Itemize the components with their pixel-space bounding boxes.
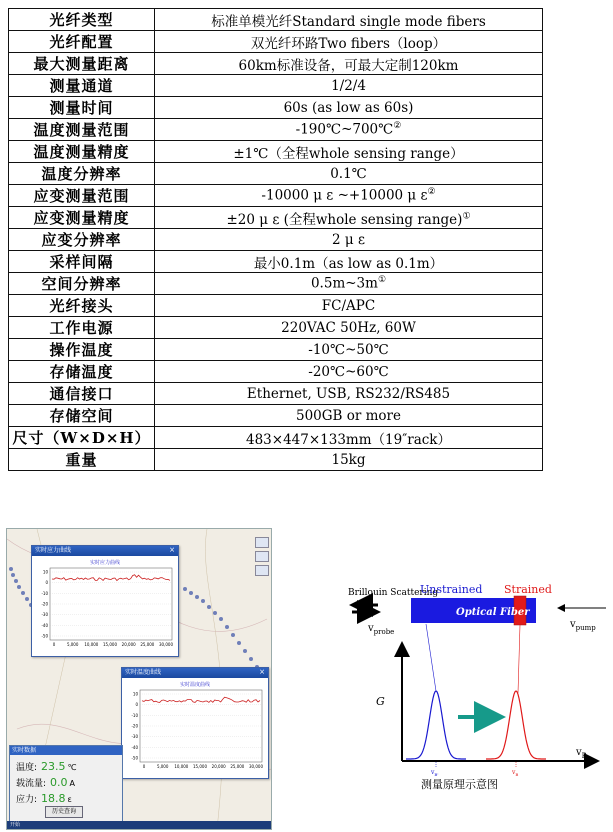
monitoring-software-screenshot	[6, 528, 272, 830]
spec-row	[9, 185, 543, 207]
x-tick-label: 10,000	[84, 642, 99, 647]
spec-key: 通信接口	[9, 383, 155, 405]
strain-value: 18.8	[41, 792, 66, 805]
map-tool-button[interactable]	[255, 565, 269, 576]
spec-value-text: 2 μ ε	[332, 231, 365, 248]
strained-gain-curve	[486, 691, 546, 759]
unstrained-gain-curve	[406, 691, 466, 759]
footnote-mark: ②	[393, 121, 402, 132]
spec-key: 工作电源	[9, 317, 155, 339]
spec-value-text: FC/APC	[321, 297, 376, 314]
spec-row	[9, 339, 543, 361]
x-tick-label: 10,000	[174, 764, 189, 769]
spec-value	[155, 317, 543, 339]
vprobe-label: $v_{probe}$	[368, 623, 395, 636]
spec-value-text: 500GB or more	[295, 407, 401, 424]
spec-key: 光纤类型	[9, 9, 155, 31]
spec-value	[155, 31, 543, 53]
spec-key: 存储温度	[9, 361, 155, 383]
y-tick-label: -30	[131, 734, 138, 740]
plot-title: 实时温度曲线	[179, 682, 211, 688]
y-tick-label: -20	[41, 601, 48, 607]
spec-key: 光纤接头	[9, 295, 155, 317]
spec-value	[155, 163, 543, 185]
y-tick-label: -40	[41, 622, 48, 628]
strain-row	[16, 792, 72, 805]
spec-value-text: 标准单模光纤Standard single mode fibers	[211, 13, 486, 30]
spec-key: 应变测量范围	[9, 185, 155, 207]
brillouin-scattering-label: Brillouin Scattering	[348, 588, 439, 598]
y-tick-label: -50	[131, 755, 138, 761]
spec-row	[9, 75, 543, 97]
map-tool-button[interactable]	[255, 551, 269, 562]
stress-curve-window[interactable]	[31, 545, 179, 657]
close-icon[interactable]: ×	[259, 668, 265, 676]
spec-value	[155, 75, 543, 97]
vb-axis-label: $v_B$	[576, 747, 587, 760]
temperature-label: 温度:	[16, 763, 38, 773]
unstrained-label: Unstrained	[420, 583, 483, 596]
spec-key: 空间分辨率	[9, 273, 155, 295]
window-title: 实时温度曲线	[122, 668, 268, 678]
x-tick-label: 30,000	[249, 764, 263, 769]
spec-value-text: 60s (as low as 60s)	[283, 99, 414, 116]
spec-key: 应变分辨率	[9, 229, 155, 251]
diagram-caption: 测量原理示意图	[421, 778, 498, 791]
spec-row	[9, 427, 543, 449]
strain-unit: ε	[67, 795, 72, 804]
spec-value	[155, 97, 543, 119]
spec-value-text: -10℃~50℃	[308, 341, 389, 358]
spec-value	[155, 229, 543, 251]
spec-value	[155, 9, 543, 31]
spec-row	[9, 361, 543, 383]
spec-row	[9, 31, 543, 53]
spec-row	[9, 273, 543, 295]
spec-value-text: 483×447×133mm（19″rack）	[246, 431, 451, 448]
spec-value	[155, 427, 543, 449]
y-tick-label: 0	[45, 580, 48, 586]
spec-value	[155, 251, 543, 273]
spec-row	[9, 97, 543, 119]
stress-chart	[32, 556, 178, 656]
spec-value	[155, 295, 543, 317]
spec-value-text: 220VAC 50Hz, 60W	[281, 319, 416, 336]
spec-key: 测量时间	[9, 97, 155, 119]
y-tick-label: -40	[131, 744, 138, 750]
strain-label: 应力:	[16, 795, 38, 805]
spec-row	[9, 449, 543, 471]
spec-row	[9, 251, 543, 273]
g-axis-label: G	[376, 695, 385, 708]
unstrained-pointer	[426, 624, 436, 691]
spec-key: 操作温度	[9, 339, 155, 361]
spec-key: 采样间隔	[9, 251, 155, 273]
spec-row	[9, 383, 543, 405]
spec-value-text: -20℃~60℃	[308, 363, 389, 380]
current-value: 0.0	[50, 776, 68, 789]
spec-value	[155, 185, 543, 207]
spec-row	[9, 141, 543, 163]
map-toolbar	[255, 537, 269, 579]
spec-value-text: -10000 μ ε ~+10000 μ ε	[261, 187, 428, 204]
current-row	[16, 776, 75, 789]
spec-table	[8, 8, 543, 471]
y-tick-label: -50	[41, 633, 48, 639]
spec-value	[155, 119, 543, 141]
y-tick-label: -10	[131, 712, 138, 718]
x-tick-label: 5,000	[66, 642, 79, 647]
temperature-chart	[122, 678, 268, 778]
plot-title: 实时应力曲线	[89, 560, 121, 566]
spec-value-text: 双光纤环路Two fibers（loop）	[250, 35, 447, 52]
spec-value	[155, 141, 543, 163]
spec-key: 重量	[9, 449, 155, 471]
x-tick-label: 0	[142, 764, 146, 769]
spec-row	[9, 295, 543, 317]
spec-value-text: 最小0.1m（as low as 0.1m）	[253, 255, 444, 272]
temperature-row	[16, 760, 77, 773]
vbprime-label: $v_{B'}$	[431, 769, 439, 777]
strained-label: Strained	[504, 583, 552, 596]
spec-row	[9, 119, 543, 141]
map-tool-button[interactable]	[255, 537, 269, 548]
y-tick-label: 0	[135, 702, 138, 708]
start-button[interactable]: 开始	[10, 822, 21, 828]
spec-value	[155, 53, 543, 75]
spec-row	[9, 405, 543, 427]
window-title: 实时应力曲线	[32, 546, 178, 556]
spec-value-text: ±1℃（全程whole sensing range）	[233, 145, 464, 162]
brillouin-principle-diagram	[326, 552, 613, 812]
spec-key: 测量通道	[9, 75, 155, 97]
x-tick-label: 30,000	[159, 642, 173, 647]
spec-value-text: 0.5m~3m	[310, 275, 378, 292]
spec-value-text: 0.1℃	[330, 165, 367, 182]
x-tick-label: 15,000	[103, 642, 117, 647]
spec-row	[9, 9, 543, 31]
spec-row	[9, 207, 543, 229]
y-tick-label: 10	[42, 569, 48, 575]
x-tick-label: 5,000	[156, 764, 169, 769]
strained-pointer	[518, 625, 520, 693]
spec-value-text: -190℃~700℃	[295, 121, 394, 138]
spec-value	[155, 361, 543, 383]
spec-key: 最大测量距离	[9, 53, 155, 75]
taskbar	[7, 821, 271, 829]
x-tick-label: 15,000	[193, 764, 207, 769]
spec-key: 温度分辨率	[9, 163, 155, 185]
spec-value-text: Ethernet, USB, RS232/RS485	[246, 385, 451, 402]
optical-fiber-label: Optical Fiber	[456, 607, 530, 618]
realtime-data-panel	[9, 745, 123, 823]
spec-value	[155, 383, 543, 405]
current-unit: A	[69, 779, 76, 788]
spec-key: 尺寸（W×D×H）	[9, 427, 155, 449]
spec-value-text: 60km标准设备，可最大定制120km	[238, 57, 459, 74]
spec-value	[155, 339, 543, 361]
spec-value-text: ±20 μ ε (全程whole sensing range)	[226, 211, 463, 228]
history-query-button[interactable]: 历史查询	[45, 806, 83, 818]
y-tick-label: -30	[41, 612, 48, 618]
footnote-mark: ①	[462, 211, 471, 221]
current-label: 载流量:	[16, 779, 47, 789]
spec-key: 应变测量精度	[9, 207, 155, 229]
x-tick-label: 20,000	[211, 764, 226, 769]
spec-row	[9, 163, 543, 185]
vb-tick-label: $v_B$	[512, 769, 519, 777]
spec-key: 存储空间	[9, 405, 155, 427]
vpump-label: $v_{pump}$	[570, 619, 596, 632]
y-tick-label: -10	[41, 590, 48, 596]
temperature-value: 23.5	[41, 760, 66, 773]
x-tick-label: 25,000	[230, 764, 245, 769]
temperature-curve-window[interactable]	[121, 667, 269, 779]
spec-key: 光纤配置	[9, 31, 155, 53]
spec-row	[9, 229, 543, 251]
spec-value	[155, 207, 543, 229]
spec-value	[155, 273, 543, 295]
spec-key: 温度测量范围	[9, 119, 155, 141]
spec-value-text: 15kg	[331, 451, 366, 468]
spec-value	[155, 449, 543, 471]
x-tick-label: 0	[52, 642, 56, 647]
spec-row	[9, 317, 543, 339]
y-tick-label: 10	[132, 691, 138, 697]
footnote-mark: ①	[377, 275, 387, 286]
close-icon[interactable]: ×	[169, 546, 175, 554]
spec-row	[9, 53, 543, 75]
spec-value-text: 1/2/4	[331, 77, 366, 94]
footnote-mark: ②	[427, 187, 436, 198]
spec-value	[155, 405, 543, 427]
temperature-unit: ℃	[67, 763, 77, 772]
x-tick-label: 20,000	[121, 642, 136, 647]
x-tick-label: 25,000	[140, 642, 155, 647]
spec-key: 温度测量精度	[9, 141, 155, 163]
panel-title: 实时数据	[10, 746, 122, 755]
y-tick-label: -20	[131, 723, 138, 729]
